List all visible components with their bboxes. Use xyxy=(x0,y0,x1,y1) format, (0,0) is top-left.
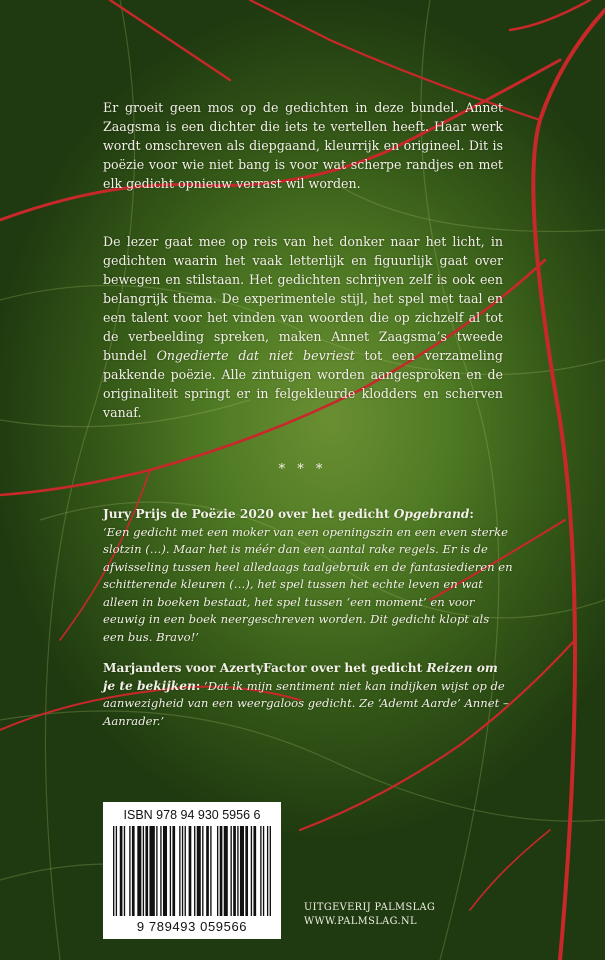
description-paragraph xyxy=(103,232,503,422)
book-title: Ongedierte dat niet bevriest xyxy=(156,348,355,363)
barcode-bar xyxy=(240,826,244,916)
jury-quote-heading-text: Jury Prijs de Poëzie 2020 over het gedicht xyxy=(103,507,394,521)
barcode-bar xyxy=(145,826,148,916)
jury-quote-heading-end: : xyxy=(469,507,474,521)
jury-quote-heading xyxy=(103,507,474,521)
review-quote-poem-title: Reizen om je te bekijken xyxy=(103,661,498,693)
barcode-bar xyxy=(120,826,123,916)
barcode-bar xyxy=(160,826,161,916)
barcode-bar xyxy=(270,826,271,916)
barcode-bar xyxy=(170,826,171,916)
barcode-bar xyxy=(116,826,117,916)
barcode-bar xyxy=(194,826,195,916)
isbn-barcode xyxy=(103,802,281,939)
barcode-bar xyxy=(224,826,228,916)
jury-quote-poem-title: Opgebrand xyxy=(393,507,470,521)
barcode-bar xyxy=(179,826,180,916)
publisher-info xyxy=(304,901,435,929)
barcode-bar xyxy=(251,826,252,916)
review-quote-heading-end: : xyxy=(195,678,201,693)
description-text-end: tot een verzameling pakkende poëzie. Alle zintuigen worden aangesproken en de originaliteit springt er in felgekleurde klodders en scherven vanaf. xyxy=(103,348,503,420)
barcode-bar xyxy=(197,826,201,916)
barcode-digits: 9 789493 059566 xyxy=(136,919,248,934)
barcode-bar xyxy=(220,826,223,916)
jury-quote xyxy=(103,506,513,646)
barcode-bar xyxy=(185,826,186,916)
review-quote-text: ‘Dat ik mijn sentiment niet kan indijken wijst op de aanwezigheid van een weergaloos gedicht. Ze ‘Ademt Aarde’ Annet – Aanrader.’ xyxy=(103,678,509,728)
barcode-bar xyxy=(156,826,157,916)
barcode-bar xyxy=(206,826,209,916)
barcode-bar xyxy=(260,826,261,916)
barcode-bars xyxy=(113,826,271,918)
barcode-bar xyxy=(163,826,167,916)
barcode-bar xyxy=(172,826,175,916)
barcode-bar xyxy=(263,826,264,916)
jury-quote-text: ‘Een gedicht met een moker van een openingszin en een even sterke slotzin (…). Maar het is méér dan een aantal rake regels. Er is de afwisseling tussen heel alledaags taalgebruik en de fantasiedieren en schitterende kleuren (…), het spel tussen het echte leven en wat alleen in boeken bestaat, het spel tussen ‘een moment’ en voor eeuwig in een boek neergeschreven worden. Dit gedicht klopt als een bus. Bravo!’ xyxy=(103,524,513,644)
section-separator: * * * xyxy=(278,462,327,477)
barcode-bar xyxy=(182,826,183,916)
barcode-bar xyxy=(113,826,114,916)
barcode-bar xyxy=(189,826,192,916)
barcode-bar xyxy=(237,826,238,916)
barcode-bar xyxy=(245,826,248,916)
barcode-bar xyxy=(124,826,125,916)
barcode-bar xyxy=(253,826,256,916)
barcode-bar xyxy=(202,826,203,916)
barcode-bar xyxy=(217,826,218,916)
barcode-bar xyxy=(230,826,231,916)
publisher-website: WWW.PALMSLAG.NL xyxy=(304,916,417,927)
review-quote-heading-text: Marjanders voor AzertyFactor over het gedicht xyxy=(103,661,427,675)
barcode-bar xyxy=(137,826,141,916)
barcode-bar xyxy=(210,826,211,916)
barcode-bar xyxy=(233,826,236,916)
description-text-start: De lezer gaat mee op reis van het donker naar het licht, in gedichten waarin het vaak letterlijk en figuurlijk gaat over bewegen en stilstaan. Het gedichten schrijven zelf is ook een belangrijk thema. De experimentele stijl, het spel met taal en een talent voor het vinden van woorden die op zichzelf al tot de verbeelding spreken, maken Annet Zaagsma’s tweede bundel xyxy=(103,234,503,363)
barcode-bar xyxy=(129,826,130,916)
barcode-bar xyxy=(143,826,144,916)
barcode-bar xyxy=(132,826,135,916)
review-quote xyxy=(103,660,513,730)
isbn-label: ISBN 978 94 930 5956 6 xyxy=(123,808,261,822)
barcode-bar xyxy=(267,826,268,916)
intro-paragraph: Er groeit geen mos op de gedichten in deze bundel. Annet Zaagsma is een dichter die iets te vertellen heeft. Haar werk wordt omschreven als diepgaand, kleurrijk en origineel. Dit is poëzie voor wie niet bang is voor wat scherpe randjes en met elk gedicht opnieuw verrast wil worden. xyxy=(103,100,503,191)
publisher-name: UITGEVERIJ PALMSLAG xyxy=(304,902,436,913)
barcode-bar xyxy=(149,826,154,916)
